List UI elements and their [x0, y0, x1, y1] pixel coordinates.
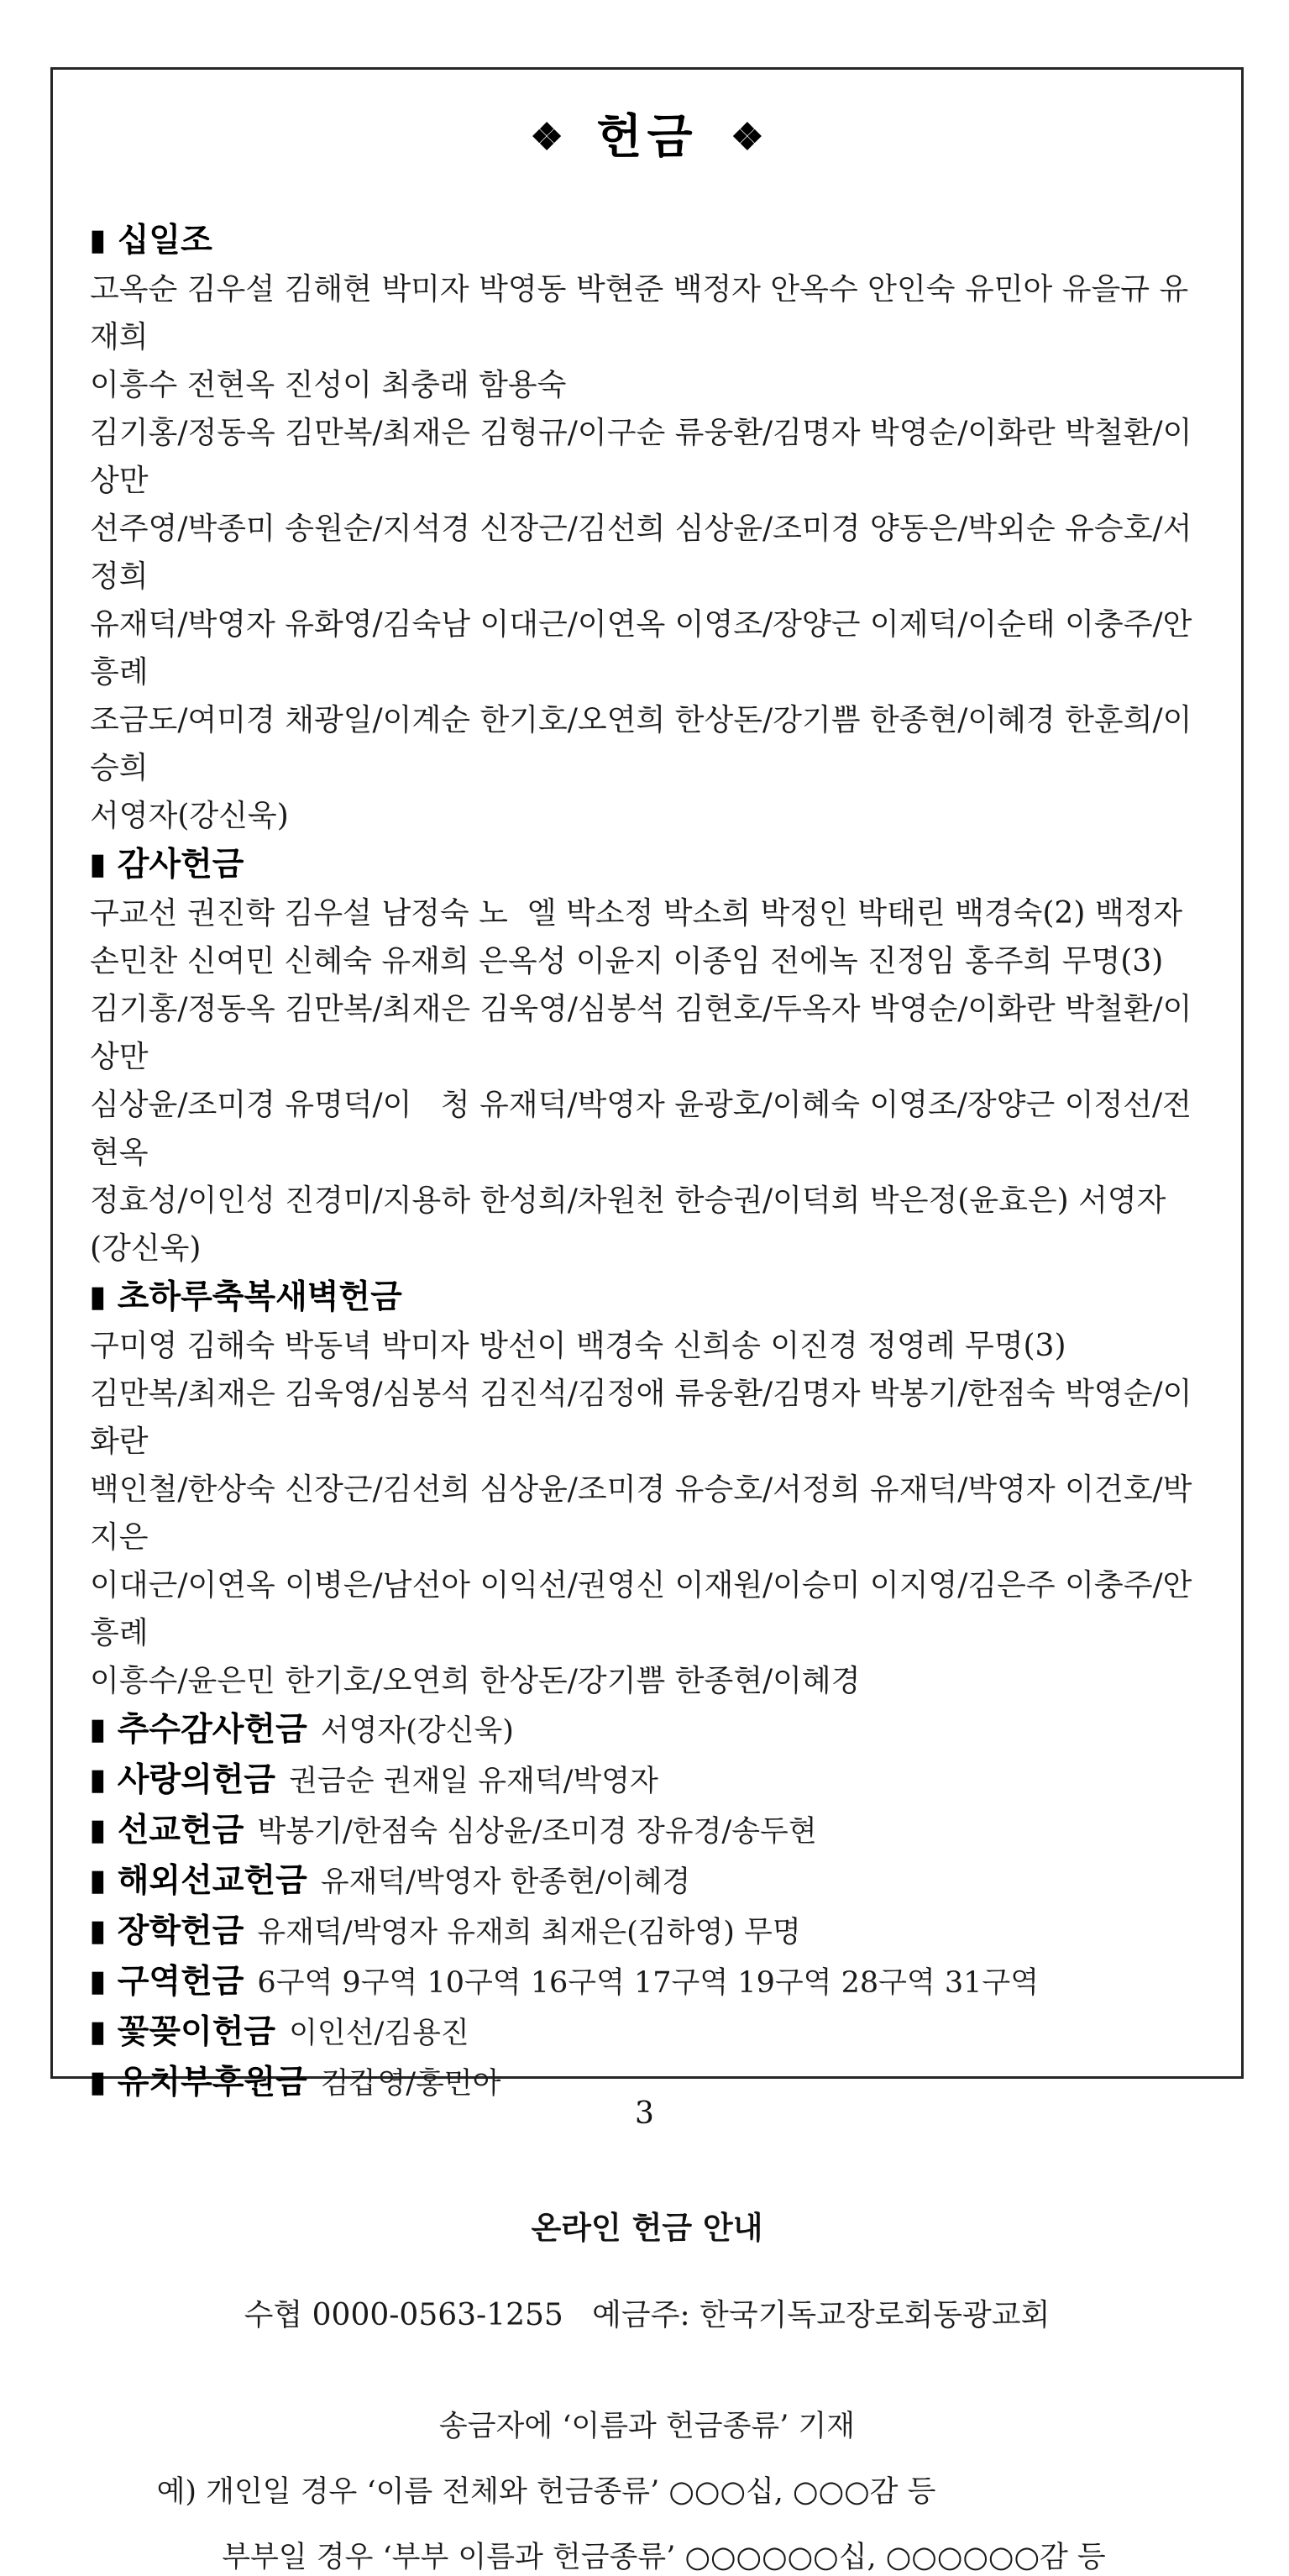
offering-section	[90, 1907, 1204, 1957]
section-heading	[90, 1907, 1204, 1957]
section-title: 꽃꽂이헌금	[117, 2014, 276, 2050]
section-title: 감사헌금	[117, 847, 244, 883]
section-heading	[90, 1856, 1204, 1907]
names-line: 김기홍/정동옥 김만복/최재은 김형규/이구순 류웅환/김명자 박영순/이화란 박철환/이상만	[90, 416, 1192, 498]
names-line: 이흥수/윤은민 한기호/오연희 한상돈/강기쁨 한종현/이혜경	[90, 1664, 861, 1698]
page-title	[90, 100, 1204, 167]
section-title: 구역헌금	[117, 1964, 244, 2000]
section-bullet-icon: ▮	[90, 1865, 106, 1897]
online-note: 송금자에 ‘이름과 헌금종류’ 기재	[438, 2410, 856, 2443]
diamond-decor-icon: ❖	[530, 117, 563, 158]
online-account-line: 수협 0000-0563-1255 예금주: 한국기독교장로회동광교회	[244, 2298, 1051, 2332]
page-title-text: 헌금	[596, 110, 698, 163]
offering-section	[90, 2007, 1204, 2058]
section-names: 이인선/김용진	[289, 2017, 469, 2050]
online-example-couple: 부부일 경우 ‘부부 이름과 헌금종류’ ○○○○○○십, ○○○○○○감 등	[222, 2541, 1106, 2574]
section-title: 장학헌금	[117, 1913, 244, 1949]
section-bullet-icon: ▮	[90, 1915, 106, 1947]
section-bullet-icon: ▮	[90, 1814, 106, 1846]
names-line: 심상윤/조미경 유명덕/이 청 유재덕/박영자 윤광호/이혜숙 이영조/장양근 이정선/전현옥	[90, 1088, 1192, 1170]
offering-section	[90, 1806, 1204, 1856]
section-heading	[90, 1806, 1204, 1856]
section-bullet-icon: ▮	[90, 1281, 106, 1313]
section-title: 해외선교헌금	[117, 1863, 307, 1899]
section-title: 유치부후원금	[117, 2064, 307, 2101]
document-frame	[50, 67, 1244, 2574]
section-title: 추수감사헌금	[117, 1712, 307, 1748]
section-bullet-icon: ▮	[90, 224, 106, 256]
section-names: 유재덕/박영자 유재희 최재은(김하영) 무명	[257, 1916, 801, 1949]
offering-section	[90, 1957, 1204, 2007]
section-names: 서영자(강신욱)	[320, 1714, 514, 1748]
online-offering-info	[90, 2202, 1204, 2576]
section-title: 초하루축복새벽헌금	[117, 1279, 402, 1315]
names-line: 서영자(강신욱)	[90, 799, 289, 833]
section-names: 김갑영/홍민아	[320, 2067, 501, 2101]
names-line: 이흥수 전현옥 진성이 최충래 함용숙	[90, 368, 567, 402]
diamond-decor-icon: ❖	[731, 117, 764, 158]
offering-section	[90, 1856, 1204, 1907]
names-line: 김만복/최재은 김욱영/심봉석 김진석/김정애 류웅환/김명자 박봉기/한점숙 박영순/이화란	[90, 1377, 1192, 1459]
section-heading	[90, 1957, 1204, 2007]
names-line: 선주영/박종미 송원순/지석경 신장근/김선희 심상윤/조미경 양동은/박외순 유승호/서정희	[90, 512, 1192, 594]
offering-section	[90, 1272, 1204, 1705]
online-example-individual: 예) 개인일 경우 ‘이름 전체와 헌금종류’ ○○○십, ○○○감 등	[156, 2475, 936, 2509]
section-heading	[90, 1755, 1204, 1806]
names-line: 구교선 권진학 김우설 남정숙 노 엘 박소정 박소희 박정인 박태린 백경숙(2) 백정자	[90, 896, 1183, 931]
section-title: 사랑의헌금	[117, 1762, 276, 1798]
offering-section	[90, 216, 1204, 840]
section-names: 권금순 권재일 유재덕/박영자	[289, 1765, 658, 1798]
section-heading	[90, 1272, 1204, 1322]
section-heading	[90, 2007, 1204, 2058]
section-names: 유재덕/박영자 한종현/이혜경	[320, 1865, 691, 1899]
section-bullet-icon: ▮	[90, 848, 106, 880]
section-bullet-icon: ▮	[90, 2066, 106, 2098]
offering-sections	[90, 216, 1204, 2108]
section-heading	[90, 1705, 1204, 1755]
section-heading	[90, 840, 1204, 889]
section-bullet-icon: ▮	[90, 1713, 106, 1745]
page-number: 3	[635, 2096, 654, 2131]
offering-section	[90, 840, 1204, 1272]
section-bullet-icon: ▮	[90, 1965, 106, 1997]
section-names: 6구역 9구역 10구역 16구역 17구역 19구역 28구역 31구역	[257, 1966, 1040, 2000]
section-title: 선교헌금	[117, 1813, 244, 1849]
names-line: 조금도/여미경 채광일/이계순 한기호/오연희 한상돈/강기쁨 한종현/이혜경 한훈희/이승희	[90, 703, 1192, 785]
names-line: 백인철/한상숙 신장근/김선희 심상윤/조미경 유승호/서정희 유재덕/박영자 이건호/박지은	[90, 1472, 1192, 1555]
section-bullet-icon: ▮	[90, 2016, 106, 2048]
section-heading	[90, 216, 1204, 265]
section-title: 십일조	[117, 223, 212, 259]
names-line: 김기홍/정동옥 김만복/최재은 김욱영/심봉석 김현호/두옥자 박영순/이화란 박철환/이상만	[90, 992, 1192, 1074]
names-line: 고옥순 김우설 김해현 박미자 박영동 박현준 백정자 안옥수 안인숙 유민아 유을규 유재희	[90, 272, 1189, 354]
names-line: 손민찬 신여민 신혜숙 유재희 은옥성 이윤지 이종임 전에녹 진정임 홍주희 무명(3)	[90, 944, 1164, 978]
names-line: 구미영 김해숙 박동녁 박미자 방선이 백경숙 신희송 이진경 정영례 무명(3)	[90, 1329, 1066, 1363]
names-line: 이대근/이연옥 이병은/남선아 이익선/권영신 이재원/이승미 이지영/김은주 이충주/안흥례	[90, 1568, 1192, 1650]
offering-section	[90, 1755, 1204, 1806]
section-bullet-icon: ▮	[90, 1764, 106, 1796]
names-line: 정효성/이인성 진경미/지용하 한성희/차원천 한승권/이덕희 박은정(윤효은) 서영자(강신욱)	[90, 1183, 1166, 1266]
offering-section	[90, 1705, 1204, 1755]
names-line: 유재덕/박영자 유화영/김숙남 이대근/이연옥 이영조/장양근 이제덕/이순태 이충주/안흥례	[90, 607, 1192, 690]
section-names: 박봉기/한점숙 심상윤/조미경 장유경/송두현	[257, 1815, 817, 1849]
online-info-title: 온라인 헌금 안내	[531, 2209, 763, 2246]
